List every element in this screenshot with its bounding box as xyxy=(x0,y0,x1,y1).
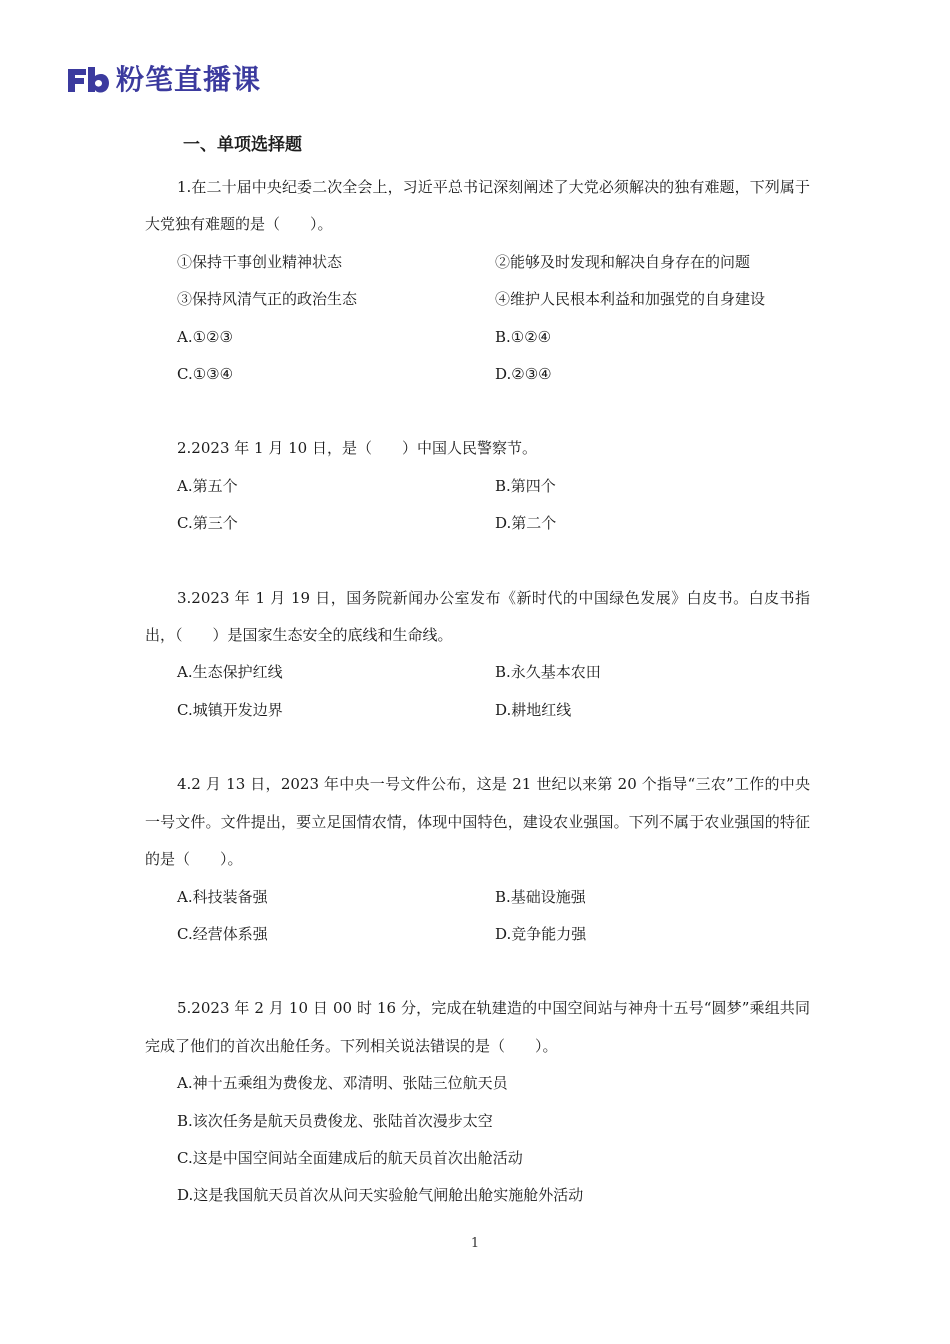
option-c: C.城镇开发边界 xyxy=(177,700,283,719)
option-d: D.这是我国航天员首次从问天实验舱气闸舱出舱实施舱外活动 xyxy=(177,1186,584,1205)
option-d: D.耕地红线 xyxy=(495,700,572,719)
brand-logo xyxy=(66,62,261,98)
option-b: B.①②④ xyxy=(495,327,552,346)
option-list xyxy=(145,1065,810,1215)
question-stem: 3.2023 年 1 月 19 日，国务院新闻办公室发布《新时代的中国绿色发展》白皮书。白皮书指出，（ ）是国家生态安全的底线和生命线。 xyxy=(145,588,810,645)
option-c: C.第三个 xyxy=(177,514,238,533)
statement-3: ③保持风清气正的政治生态 xyxy=(177,290,358,309)
option-d: D.②③④ xyxy=(495,365,552,384)
option-c: C.①③④ xyxy=(177,365,234,384)
fenbi-logo-icon xyxy=(66,65,110,95)
option-a: A.①②③ xyxy=(177,327,233,346)
option-d: D.第二个 xyxy=(495,514,557,533)
option-list xyxy=(145,879,810,954)
question-stem: 2.2023 年 1 月 10 日，是（ ）中国人民警察节。 xyxy=(177,439,537,458)
logo-text: 粉笔直播课 xyxy=(116,63,262,96)
option-d: D.竞争能力强 xyxy=(495,924,587,943)
option-c: C.经营体系强 xyxy=(177,924,268,943)
option-c: C.这是中国空间站全面建成后的航天员首次出舱活动 xyxy=(177,1148,523,1167)
option-a: A.神十五乘组为费俊龙、邓清明、张陆三位航天员 xyxy=(177,1074,508,1093)
question-1 xyxy=(145,169,810,393)
exam-content xyxy=(145,130,810,1215)
option-a: A.生态保护红线 xyxy=(177,663,283,682)
option-a: A.科技装备强 xyxy=(177,887,268,906)
statement-2: ②能够及时发现和解决自身存在的问题 xyxy=(495,252,751,271)
page-number: 1 xyxy=(470,1236,480,1251)
statement-4: ④维护人民根本利益和加强党的自身建设 xyxy=(495,290,766,309)
section-title: 一、单项选择题 xyxy=(183,135,302,155)
statement-list xyxy=(145,244,810,319)
question-4 xyxy=(145,766,810,953)
option-b: B.永久基本农田 xyxy=(495,663,601,682)
option-list xyxy=(145,468,810,543)
question-5 xyxy=(145,990,810,1214)
option-list xyxy=(145,654,810,729)
question-stem: 5.2023 年 2 月 10 日 00 时 16 分，完成在轨建造的中国空间站与神舟十五号“圆梦”乘组共同完成了他们的首次出舱任务。下列相关说法错误的是（ ）。 xyxy=(145,999,810,1055)
question-3 xyxy=(145,580,810,730)
question-2 xyxy=(145,430,810,542)
statement-1: ①保持干事创业精神状态 xyxy=(177,252,343,271)
option-b: B.基础设施强 xyxy=(495,887,586,906)
option-list xyxy=(145,319,810,394)
question-stem: 1.在二十届中央纪委二次全会上，习近平总书记深刻阐述了大党必须解决的独有难题，下列属于大党独有难题的是（ ）。 xyxy=(145,178,810,234)
question-stem: 4.2 月 13 日，2023 年中央一号文件公布，这是 21 世纪以来第 20 个指导“三农”工作的中央一号文件。文件提出，要立足国情农情，体现中国特色，建设农业强国。下列不属于农业强国的特征的是（ ）。 xyxy=(145,775,810,869)
option-b: B.该次任务是航天员费俊龙、张陆首次漫步太空 xyxy=(177,1111,493,1130)
option-a: A.第五个 xyxy=(177,476,238,495)
option-b: B.第四个 xyxy=(495,476,556,495)
